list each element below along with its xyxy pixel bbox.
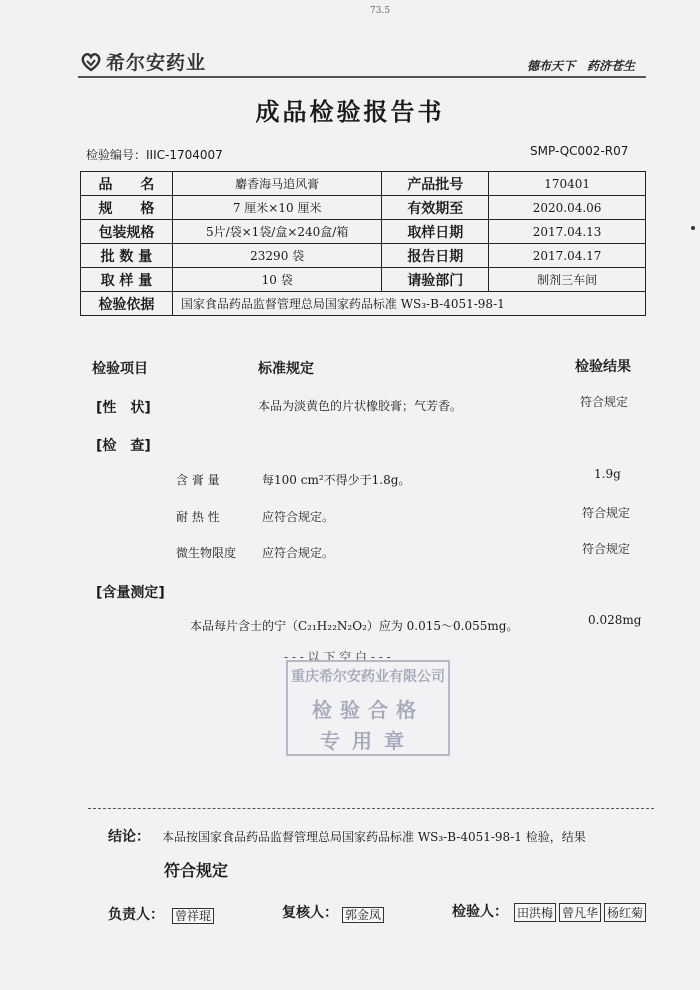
signature-stamp: 田洪梅 (514, 903, 556, 922)
check-label: [检 查] (96, 438, 151, 454)
appearance-standard: 本品为淡黄色的片状橡胶膏；气芳香。 (258, 399, 463, 413)
check-standard: 应符合规定。 (262, 546, 335, 560)
signature-stamp: 曾凡华 (559, 903, 601, 922)
check-item: 微生物限度 (176, 546, 237, 560)
assay-standard: 本品每片含士的宁（C₂₁H₂₂N₂O₂）应为 0.015～0.055mg。 (190, 619, 519, 633)
signature-stamp: 杨红菊 (604, 903, 646, 922)
column-result-header: 检验结果 (575, 359, 631, 375)
conclusion-divider (88, 808, 654, 809)
spec-value: 7 厘米×10 厘米 (172, 196, 382, 220)
packing-value: 5片/袋×1袋/盒×240盒/箱 (172, 220, 382, 244)
packing-label: 包装规格 (81, 220, 173, 244)
appearance-label: [性 状] (96, 400, 151, 416)
spec-label: 规 格 (81, 196, 173, 220)
stamp-text: 检验合格 (312, 698, 424, 722)
inspector-signatures (514, 903, 646, 922)
conclusion-verdict: 符合规定 (164, 861, 229, 880)
qc-approval-stamp (286, 660, 450, 756)
check-result: 符合规定 (582, 506, 631, 520)
department-label: 请验部门 (382, 268, 489, 292)
conclusion-text: 本品按国家食品药品监督管理总局国家药品标准 WS₃-B-4051-98-1 检验，结果 (162, 830, 586, 844)
stamp-text: 专用章 (320, 729, 416, 753)
check-item: 含 膏 量 (176, 473, 220, 487)
signature-stamp: 曾祥琨 (172, 908, 214, 924)
assay-result: 0.028mg (588, 613, 642, 627)
expiry-date: 2020.04.06 (489, 196, 646, 220)
appearance-result: 符合规定 (580, 395, 629, 409)
expiry-label: 有效期至 (382, 196, 489, 220)
check-result: 符合规定 (582, 542, 631, 556)
product-name-label: 品 名 (81, 172, 173, 196)
column-standard-header: 标准规定 (258, 361, 314, 377)
reviewer-signature (342, 904, 384, 923)
sample-quantity: 10 袋 (172, 268, 382, 292)
punch-mark (691, 226, 695, 230)
form-code: SMP-QC002-R07 (530, 144, 629, 158)
stamp-company: 重庆希尔安药业有限公司 (291, 669, 445, 685)
company-logo (80, 48, 206, 75)
signature-stamp: 郭金凤 (342, 907, 384, 923)
responsible-signature (172, 905, 214, 924)
sample-quantity-label: 取 样 量 (81, 268, 173, 292)
report-date: 2017.04.17 (489, 244, 646, 268)
product-info-table (80, 171, 646, 316)
conclusion-label: 结论： (108, 829, 150, 845)
document-title: 成品检验报告书 (255, 98, 445, 126)
company-name: 希尔安药业 (106, 52, 207, 74)
sample-date-label: 取样日期 (382, 220, 489, 244)
department: 制剂三车间 (489, 268, 646, 292)
check-standard: 应符合规定。 (262, 510, 335, 524)
product-name: 麝香海马追风膏 (172, 172, 382, 196)
report-date-label: 报告日期 (382, 244, 489, 268)
sample-date: 2017.04.13 (489, 220, 646, 244)
check-item: 耐 热 性 (176, 510, 220, 524)
batch-quantity: 23290 袋 (172, 244, 382, 268)
check-result: 1.9g (594, 467, 621, 481)
heart-logo-icon (80, 52, 102, 72)
assay-label: [含量测定] (96, 585, 165, 601)
basis-label: 检验依据 (81, 292, 173, 316)
batch-number: 170401 (489, 172, 646, 196)
check-standard: 每100 cm²不得少于1.8g。 (262, 473, 411, 487)
reviewer-label: 复核人： (282, 905, 338, 921)
company-slogan: 德布天下 药济苍生 (527, 59, 636, 73)
batch-label: 产品批号 (382, 172, 489, 196)
blank-below-marker: - - - 以 下 空 白 - - - (284, 650, 391, 664)
handwritten-mark: 73.5 (370, 6, 391, 16)
inspection-basis: 国家食品药品监督管理总局国家药品标准 WS₃-B-4051-98-1 (172, 292, 645, 316)
responsible-label: 负责人： (108, 907, 164, 923)
inspector-label: 检验人： (452, 904, 508, 920)
batch-quantity-label: 批 数 量 (81, 244, 173, 268)
column-item-header: 检验项目 (92, 361, 148, 377)
inspection-number: 检验编号：IIIC-1704007 (86, 148, 223, 162)
header-divider (78, 76, 646, 78)
